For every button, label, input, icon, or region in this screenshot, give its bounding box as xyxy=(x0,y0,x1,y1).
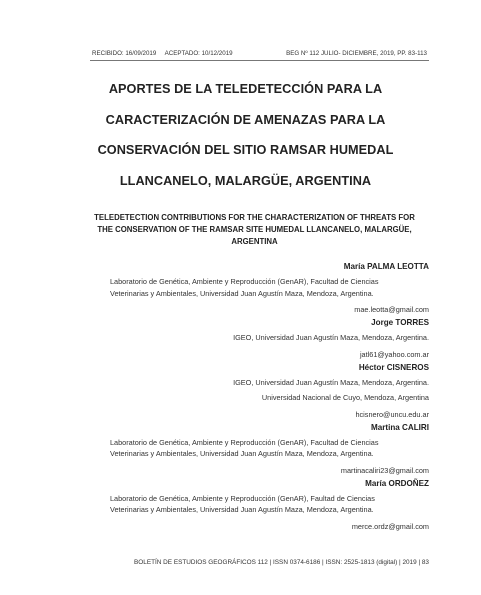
author-email: hcisnero@uncu.edu.ar xyxy=(355,409,429,419)
running-header xyxy=(90,50,429,61)
author-block xyxy=(110,479,429,531)
author-email: merce.ordz@gmail.com xyxy=(351,521,429,531)
subtitle-line: ARGENTINA xyxy=(231,237,278,246)
author-affiliation xyxy=(110,493,429,516)
received-date: RECIBIDO: 16/09/2019 xyxy=(92,50,157,57)
author-name: Héctor CISNEROS xyxy=(358,362,429,372)
author-name: Jorge TORRES xyxy=(371,318,429,327)
affiliation-line: Universidad Nacional de Cuyo, Mendoza, Argentina xyxy=(261,393,429,402)
received-accepted-dates xyxy=(92,50,233,57)
affiliation-line: Laboratorio de Genética, Ambiente y Reproducción (GenAR), Facultad de Ciencias xyxy=(110,277,379,286)
author-email: mae.leotta@gmail.com xyxy=(354,305,429,314)
author-affiliation xyxy=(110,377,429,404)
author-block xyxy=(110,262,429,314)
author-email: jatl61@yahoo.com.ar xyxy=(359,349,429,359)
english-title xyxy=(82,212,427,248)
title-line: LLANCANELO, MALARGÜE, ARGENTINA xyxy=(119,173,372,188)
journal-reference: BEG Nº 112 JULIO- DICIEMBRE, 2019, PP. 83-113 xyxy=(286,50,427,57)
author-block xyxy=(110,363,429,419)
title-line: CONSERVACIÓN DEL SITIO RAMSAR HUMEDAL xyxy=(97,143,394,157)
affiliation-line: Veterinarias y Ambientales, Universidad Juan Agustín Maza, Mendoza, Argentina. xyxy=(110,449,374,458)
affiliation-line: IGEO, Universidad Juan Agustín Maza, Mendoza, Argentina. xyxy=(233,377,429,387)
author-list xyxy=(110,262,429,531)
subtitle-line: TELEDETECTION CONTRIBUTIONS FOR THE CHARACTERIZATION OF THREATS FOR xyxy=(94,213,415,222)
article-title xyxy=(40,74,451,196)
author-name: María ORDOÑEZ xyxy=(365,478,429,488)
author-name: Martina CALIRI xyxy=(370,422,429,432)
author-block xyxy=(110,318,429,359)
author-block xyxy=(110,423,429,475)
author-email: martinacaliri23@gmail.com xyxy=(340,465,429,475)
affiliation-line: IGEO, Universidad Juan Agustín Maza, Mendoza, Argentina. xyxy=(233,333,429,342)
accepted-date: ACEPTADO: 10/12/2019 xyxy=(164,50,233,57)
author-affiliation xyxy=(110,332,429,344)
affiliation-line: Laboratorio de Genética, Ambiente y Reproducción (GenAR), Facultad de Ciencias xyxy=(110,437,379,447)
author-affiliation xyxy=(110,276,429,299)
page-footer: BOLETÍN DE ESTUDIOS GEOGRÁFICOS 112 | ISSN 0374-6186 | ISSN: 2525-1813 (digital) | 2019 | 83 xyxy=(134,559,429,566)
affiliation-line: Veterinarias y Ambientales, Universidad Juan Agustín Maza, Mendoza, Argentina. xyxy=(110,505,374,514)
author-affiliation xyxy=(110,437,429,460)
title-line: CARACTERIZACIÓN DE AMENAZAS PARA LA xyxy=(105,112,386,127)
title-line: APORTES DE LA TELEDETECCIÓN PARA LA xyxy=(108,82,383,96)
author-name: María PALMA LEOTTA xyxy=(343,262,429,271)
affiliation-line: Veterinarias y Ambientales, Universidad Juan Agustín Maza, Mendoza, Argentina. xyxy=(110,288,374,298)
affiliation-line: Laboratorio de Genética, Ambiente y Reproducción (GenAR), Faultad de Ciencias xyxy=(110,493,375,503)
subtitle-line: THE CONSERVATION OF THE RAMSAR SITE HUMEDAL LLANCANELO, MALARGÜE, xyxy=(97,225,412,234)
